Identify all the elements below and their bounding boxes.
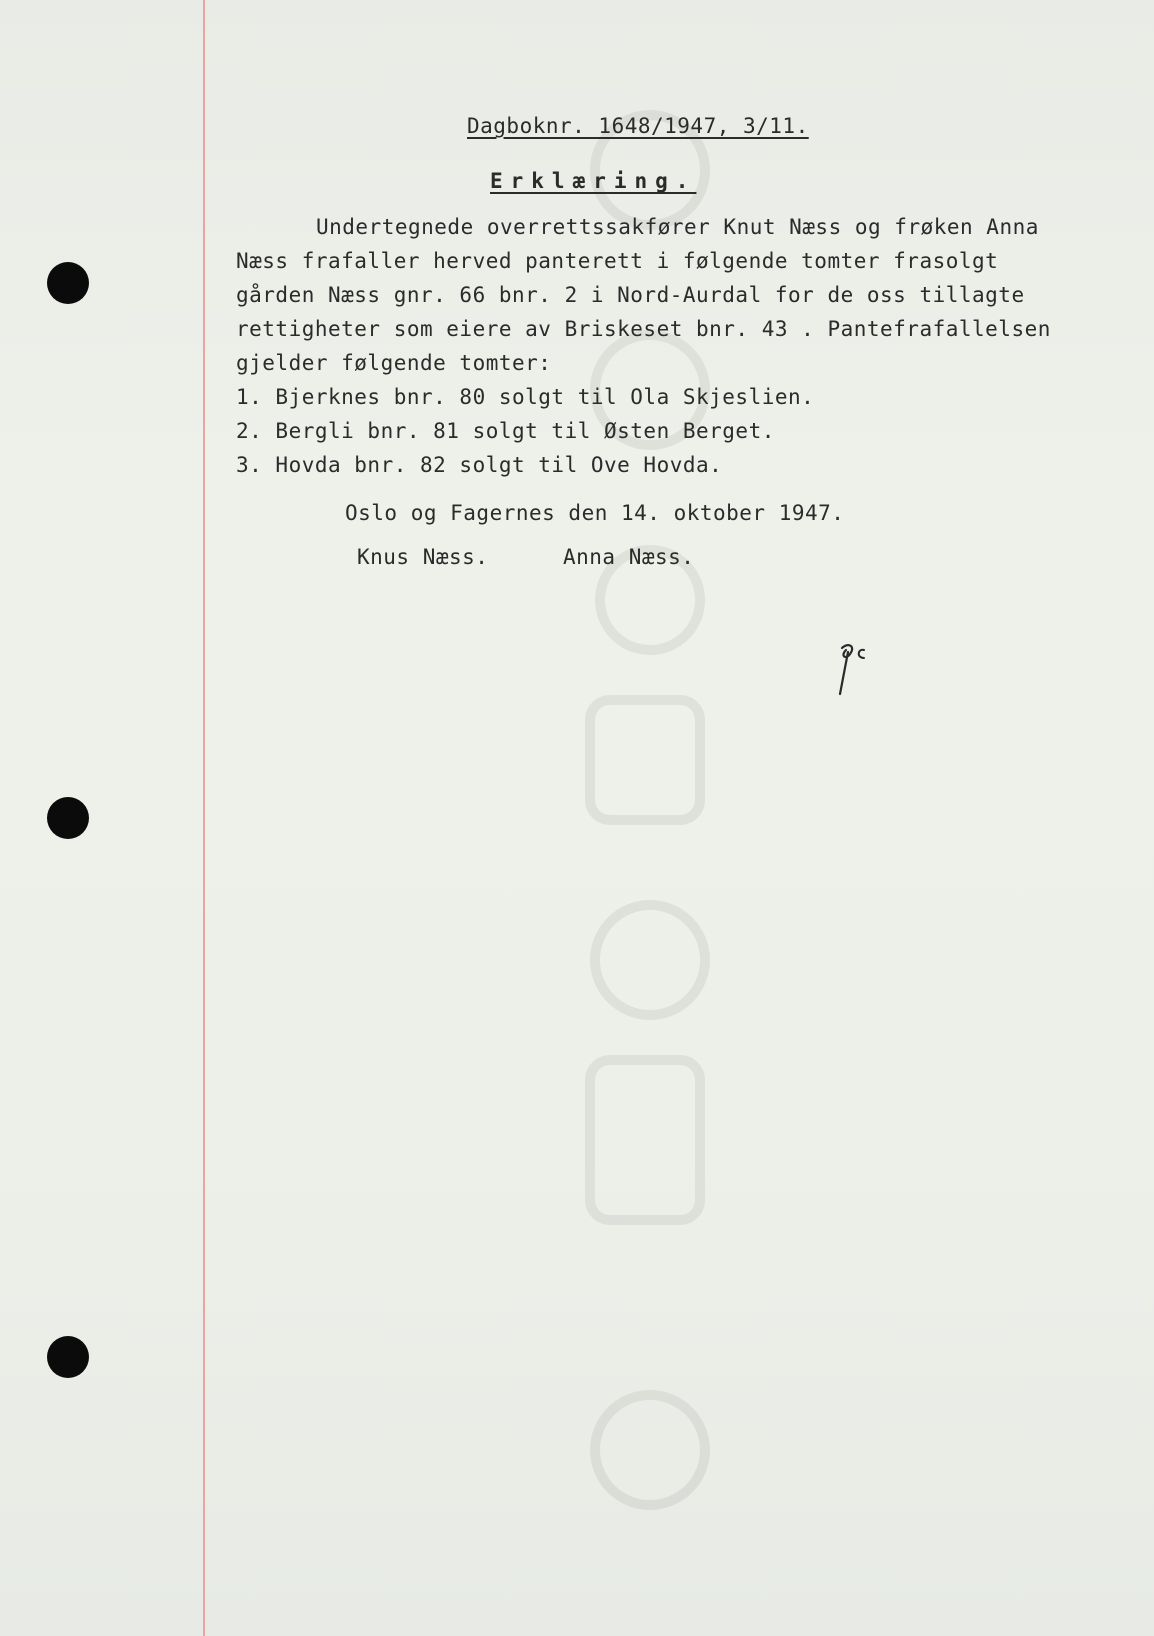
body-line: rettigheter som eiere av Briskeset bnr. 43 . Pantefrafallelsen [236,317,1051,341]
body-line: Næss frafaller herved panterett i følgende tomter frasolgt [236,249,999,273]
handwritten-initials [830,640,878,700]
red-margin-line [203,0,205,1636]
punch-hole-top [47,262,89,304]
list-item: 3. Hovda bnr. 82 solgt til Ove Hovda. [236,453,723,477]
signature-1: Knus Næss. [357,545,489,569]
signature-2: Anna Næss. [563,545,695,569]
body-line: Undertegnede overrettssakfører Knut Næss og frøken Anna [316,215,1039,239]
body-line: gården Næss gnr. 66 bnr. 2 i Nord-Aurdal for de oss tillagte [236,283,1025,307]
journal-reference: Dagboknr. 1648/1947, 3/11. [467,114,809,138]
body-line: gjelder følgende tomter: [236,351,552,375]
document-title: Erklæring. [490,169,697,193]
list-item: 1. Bjerknes bnr. 80 solgt til Ola Skjeslien. [236,385,815,409]
punch-hole-middle [47,797,89,839]
place-and-date: Oslo og Fagernes den 14. oktober 1947. [345,501,845,525]
list-item: 2. Bergli bnr. 81 solgt til Østen Berget. [236,419,775,443]
punch-hole-bottom [47,1336,89,1378]
